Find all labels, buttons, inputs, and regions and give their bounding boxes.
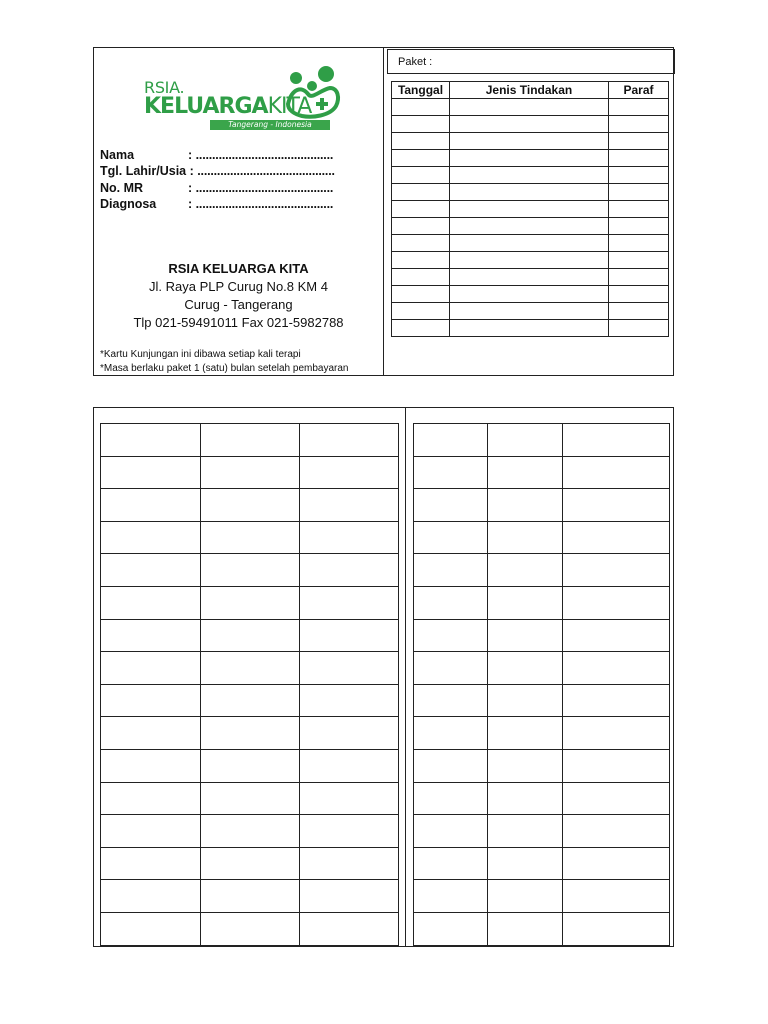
table-row — [392, 133, 669, 150]
hospital-phone: Tlp 021-59491011 Fax 021-5982788 — [133, 315, 344, 330]
grid-cell — [201, 652, 300, 685]
visit-cell — [450, 99, 609, 116]
grid-cell — [101, 456, 201, 489]
grid-cell — [101, 684, 201, 717]
grid-cell — [201, 749, 300, 782]
visit-cell — [392, 252, 450, 269]
grid-cell — [488, 815, 563, 848]
grid-cell — [201, 782, 300, 815]
hospital-address-1: Jl. Raya PLP Curug No.8 KM 4 — [149, 279, 328, 294]
visit-cell — [450, 133, 609, 150]
grid-cell — [488, 586, 563, 619]
field-dots: .......................................... — [195, 148, 334, 162]
grid-cell — [300, 847, 399, 880]
field-diagnosa — [100, 196, 370, 212]
grid-cell — [563, 619, 670, 652]
grid-cell — [563, 880, 670, 913]
grid-cell — [488, 424, 563, 457]
visit-card-front — [93, 47, 674, 376]
grid-cell — [201, 586, 300, 619]
grid-cell — [488, 554, 563, 587]
grid-cell — [101, 586, 201, 619]
grid-cell — [414, 554, 488, 587]
column-header-jenis-tindakan: Jenis Tindakan — [450, 82, 609, 99]
table-row — [101, 554, 399, 587]
grid-cell — [414, 782, 488, 815]
grid-cell — [300, 586, 399, 619]
visit-cell — [609, 286, 669, 303]
table-row — [392, 218, 669, 235]
grid-cell — [201, 489, 300, 522]
card-notes — [100, 348, 380, 376]
grid-cell — [563, 749, 670, 782]
table-row — [101, 880, 399, 913]
table-row — [414, 521, 670, 554]
grid-cell — [101, 717, 201, 750]
table-row — [392, 286, 669, 303]
table-row — [414, 815, 670, 848]
visit-cell — [450, 201, 609, 218]
hospital-address-2: Curug - Tangerang — [184, 297, 293, 312]
grid-cell — [201, 619, 300, 652]
paket-label: Paket : — [398, 56, 433, 68]
table-row — [101, 652, 399, 685]
note-line: *Masa berlaku paket 1 (satu) bulan setelah pembayaran — [100, 363, 349, 374]
table-row — [392, 303, 669, 320]
grid-cell — [414, 717, 488, 750]
grid-cell — [563, 815, 670, 848]
table-row — [101, 424, 399, 457]
grid-cell — [563, 424, 670, 457]
visit-cell — [392, 235, 450, 252]
visit-cell — [609, 269, 669, 286]
grid-cell — [300, 489, 399, 522]
table-row — [414, 880, 670, 913]
patient-fields — [100, 147, 370, 212]
table-row — [392, 269, 669, 286]
visit-cell — [609, 150, 669, 167]
grid-cell — [414, 847, 488, 880]
grid-cell — [101, 619, 201, 652]
visit-cell — [450, 320, 609, 337]
visit-cell — [450, 235, 609, 252]
grid-cell — [201, 815, 300, 848]
grid-cell — [414, 521, 488, 554]
table-row — [414, 554, 670, 587]
grid-cell — [300, 782, 399, 815]
visit-card-back — [93, 407, 674, 947]
table-row — [101, 684, 399, 717]
visit-cell — [392, 116, 450, 133]
grid-cell — [563, 912, 670, 945]
table-header-row — [392, 82, 669, 99]
table-row — [392, 320, 669, 337]
grid-cell — [488, 749, 563, 782]
visit-cell — [392, 133, 450, 150]
grid-cell — [201, 554, 300, 587]
paket-box — [387, 49, 675, 74]
table-row — [392, 99, 669, 116]
logo-tagline: Tangerang - Indonesia — [210, 120, 330, 130]
table-row — [101, 619, 399, 652]
grid-cell — [563, 586, 670, 619]
table-row — [101, 489, 399, 522]
grid-cell — [488, 912, 563, 945]
grid-cell — [563, 652, 670, 685]
visit-cell — [450, 218, 609, 235]
table-row — [392, 116, 669, 133]
visit-cell — [450, 252, 609, 269]
grid-cell — [101, 847, 201, 880]
table-row — [392, 252, 669, 269]
grid-cell — [414, 586, 488, 619]
visit-cell — [392, 99, 450, 116]
grid-cell — [101, 782, 201, 815]
field-label: Tgl. Lahir/Usia — [100, 164, 187, 179]
visit-cell — [450, 167, 609, 184]
grid-cell — [488, 489, 563, 522]
table-row — [101, 815, 399, 848]
grid-cell — [414, 652, 488, 685]
grid-cell — [201, 880, 300, 913]
grid-cell — [488, 456, 563, 489]
grid-cell — [414, 684, 488, 717]
grid-cell — [488, 652, 563, 685]
grid-cell — [488, 880, 563, 913]
grid-cell — [488, 782, 563, 815]
visit-cell — [450, 184, 609, 201]
grid-cell — [300, 717, 399, 750]
grid-cell — [201, 456, 300, 489]
field-dots: .......................................... — [195, 196, 334, 211]
table-row — [392, 235, 669, 252]
field-tgl-lahir — [100, 163, 370, 179]
grid-cell — [414, 912, 488, 945]
table-row — [101, 749, 399, 782]
field-colon: : — [189, 164, 194, 179]
table-row — [414, 652, 670, 685]
visit-cell — [609, 99, 669, 116]
grid-cell — [101, 424, 201, 457]
table-row — [414, 749, 670, 782]
table-row — [392, 201, 669, 218]
logo-name-bold: KELUARGA — [144, 94, 268, 119]
grid-cell — [300, 424, 399, 457]
field-colon: : — [188, 180, 193, 195]
visit-cell — [392, 167, 450, 184]
grid-cell — [414, 815, 488, 848]
grid-cell — [414, 424, 488, 457]
logo-prefix: RSIA. — [144, 78, 185, 97]
visit-cell — [392, 320, 450, 337]
table-row — [414, 912, 670, 945]
grid-cell — [488, 717, 563, 750]
table-row — [414, 782, 670, 815]
card-divider — [405, 408, 406, 946]
grid-cell — [300, 554, 399, 587]
grid-cell — [563, 717, 670, 750]
visit-cell — [392, 269, 450, 286]
table-row — [101, 521, 399, 554]
grid-cell — [563, 684, 670, 717]
visit-cell — [392, 303, 450, 320]
hospital-info — [94, 260, 383, 332]
table-row — [101, 912, 399, 945]
field-colon: : — [188, 196, 193, 211]
grid-cell — [201, 912, 300, 945]
grid-cell — [300, 619, 399, 652]
grid-cell — [101, 880, 201, 913]
grid-cell — [300, 684, 399, 717]
grid-cell — [101, 912, 201, 945]
grid-cell — [488, 684, 563, 717]
hospital-name: RSIA KELUARGA KITA — [168, 261, 309, 276]
grid-cell — [563, 521, 670, 554]
grid-cell — [101, 521, 201, 554]
field-label: No. MR — [100, 180, 144, 195]
table-row — [101, 586, 399, 619]
grid-cell — [488, 521, 563, 554]
visit-cell — [450, 303, 609, 320]
grid-cell — [563, 456, 670, 489]
visit-cell — [609, 133, 669, 150]
card-divider — [383, 48, 384, 375]
grid-cell — [300, 521, 399, 554]
hospital-logo — [142, 64, 352, 134]
grid-cell — [414, 456, 488, 489]
grid-cell — [488, 847, 563, 880]
grid-cell — [300, 652, 399, 685]
visit-log-table — [391, 81, 669, 337]
visit-cell — [609, 235, 669, 252]
field-label: Nama — [100, 148, 135, 162]
visit-cell — [609, 320, 669, 337]
table-row — [101, 782, 399, 815]
table-row — [414, 684, 670, 717]
visit-cell — [609, 252, 669, 269]
field-dots: .......................................... — [197, 164, 335, 179]
column-header-tanggal: Tanggal — [392, 82, 450, 99]
visit-cell — [609, 201, 669, 218]
visit-cell — [450, 116, 609, 133]
table-row — [414, 456, 670, 489]
table-row — [101, 456, 399, 489]
field-colon: : — [188, 148, 193, 162]
table-row — [392, 150, 669, 167]
table-row — [392, 184, 669, 201]
grid-cell — [101, 749, 201, 782]
visit-cell — [609, 116, 669, 133]
grid-cell — [101, 815, 201, 848]
grid-cell — [300, 456, 399, 489]
grid-cell — [414, 489, 488, 522]
visit-cell — [392, 184, 450, 201]
visit-cell — [450, 150, 609, 167]
field-dots: .......................................... — [195, 180, 334, 195]
grid-cell — [201, 521, 300, 554]
field-nama — [100, 147, 370, 163]
visit-cell — [609, 218, 669, 235]
visit-cell — [392, 201, 450, 218]
family-icon — [282, 64, 342, 120]
table-row — [414, 847, 670, 880]
grid-cell — [201, 424, 300, 457]
visit-cell — [392, 150, 450, 167]
grid-cell — [201, 684, 300, 717]
grid-cell — [414, 749, 488, 782]
visit-cell — [450, 269, 609, 286]
grid-cell — [201, 717, 300, 750]
note-line: *Kartu Kunjungan ini dibawa setiap kali terapi — [100, 349, 301, 360]
visit-cell — [450, 286, 609, 303]
grid-cell — [563, 554, 670, 587]
visit-cell — [609, 184, 669, 201]
logo-name-light: KITA — [267, 94, 312, 119]
grid-cell — [201, 847, 300, 880]
log-grid-left — [100, 423, 399, 946]
grid-cell — [563, 782, 670, 815]
field-no-mr — [100, 180, 370, 196]
grid-cell — [300, 815, 399, 848]
visit-cell — [392, 286, 450, 303]
visit-cell — [609, 303, 669, 320]
grid-cell — [101, 652, 201, 685]
table-row — [414, 619, 670, 652]
table-row — [414, 424, 670, 457]
field-label: Diagnosa — [100, 196, 157, 211]
grid-cell — [414, 880, 488, 913]
log-grid-right — [413, 423, 670, 946]
visit-cell — [609, 167, 669, 184]
table-row — [101, 717, 399, 750]
table-row — [414, 489, 670, 522]
column-header-paraf: Paraf — [609, 82, 669, 99]
table-row — [414, 717, 670, 750]
grid-cell — [563, 489, 670, 522]
grid-cell — [414, 619, 488, 652]
grid-cell — [101, 489, 201, 522]
grid-cell — [300, 912, 399, 945]
table-row — [414, 586, 670, 619]
grid-cell — [300, 880, 399, 913]
grid-cell — [300, 749, 399, 782]
grid-cell — [488, 619, 563, 652]
grid-cell — [101, 554, 201, 587]
visit-cell — [392, 218, 450, 235]
grid-cell — [563, 847, 670, 880]
table-row — [101, 847, 399, 880]
table-row — [392, 167, 669, 184]
